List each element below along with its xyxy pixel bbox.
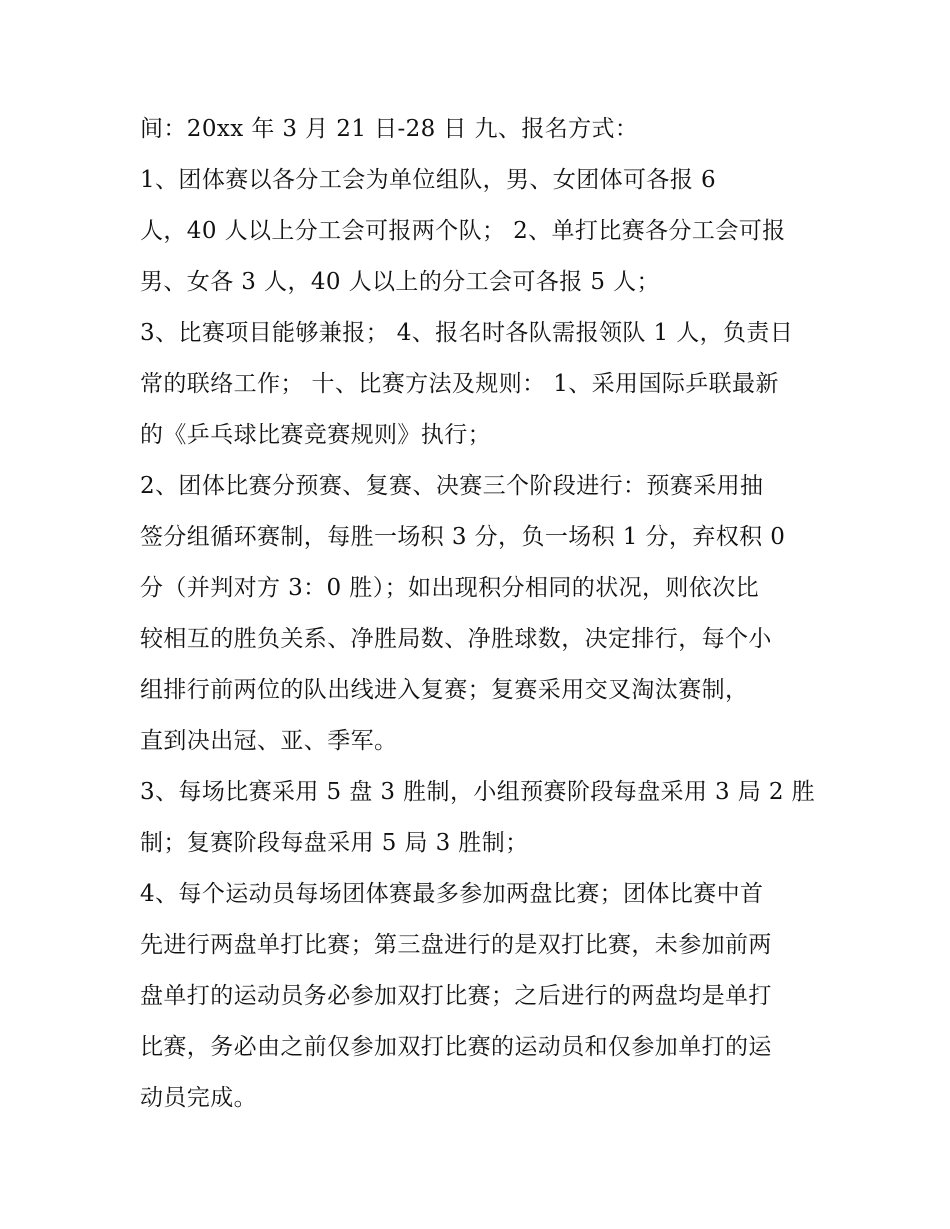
text-line: 直到决出冠、亚、季军。 xyxy=(140,728,398,754)
text-line: 组排行前两位的队出线进入复赛；复赛采用交叉淘汰赛制， xyxy=(140,677,749,703)
text-line: 比赛，务必由之前仅参加双打比赛的运动员和仅参加单打的运 xyxy=(140,1034,772,1060)
text-line: 签分组循环赛制，每胜一场积 3 分，负一场积 1 分，弃权积 0 xyxy=(140,524,786,550)
text-line: 制；复赛阶段每盘采用 5 局 3 胜制； xyxy=(140,830,529,856)
text-line: 分（并判对方 3：0 胜）；如出现积分相同的状况，则依次比 xyxy=(140,575,759,601)
text-line: 3、每场比赛采用 5 盘 3 胜制，小组预赛阶段每盘采用 3 局 2 胜 xyxy=(140,779,816,805)
text-line: 常的联络工作； 十、比赛方法及规则： 1、采用国际乒联最新 xyxy=(140,371,779,397)
document-body xyxy=(140,104,830,1124)
text-line: 较相互的胜负关系、净胜局数、净胜球数，决定排行，每个小 xyxy=(140,626,772,652)
text-line: 人，40 人以上分工会可报两个队； 2、单打比赛各分工会可报 xyxy=(140,218,786,244)
text-line: 先进行两盘单打比赛；第三盘进行的是双打比赛，未参加前两 xyxy=(140,932,772,958)
text-line: 3、比赛项目能够兼报； 4、报名时各队需报领队 1 人，负责日 xyxy=(140,320,794,346)
text-line: 男、女各 3 人，40 人以上的分工会可各报 5 人； xyxy=(140,269,660,295)
text-line: 4、每个运动员每场团体赛最多参加两盘比赛；团体比赛中首 xyxy=(140,881,764,907)
text-line: 的《乒乓球比赛竞赛规则》执行； xyxy=(140,422,491,448)
text-line: 1、团体赛以各分工会为单位组队，男、女团体可各报 6 xyxy=(140,167,716,193)
text-line: 动员完成。 xyxy=(140,1085,257,1111)
text-line: 盘单打的运动员务必参加双打比赛；之后进行的两盘均是单打 xyxy=(140,983,772,1009)
text-line: 间：20xx 年 3 月 21 日-28 日 九、报名方式： xyxy=(140,116,639,142)
text-line: 2、团体比赛分预赛、复赛、决赛三个阶段进行：预赛采用抽 xyxy=(140,473,764,499)
